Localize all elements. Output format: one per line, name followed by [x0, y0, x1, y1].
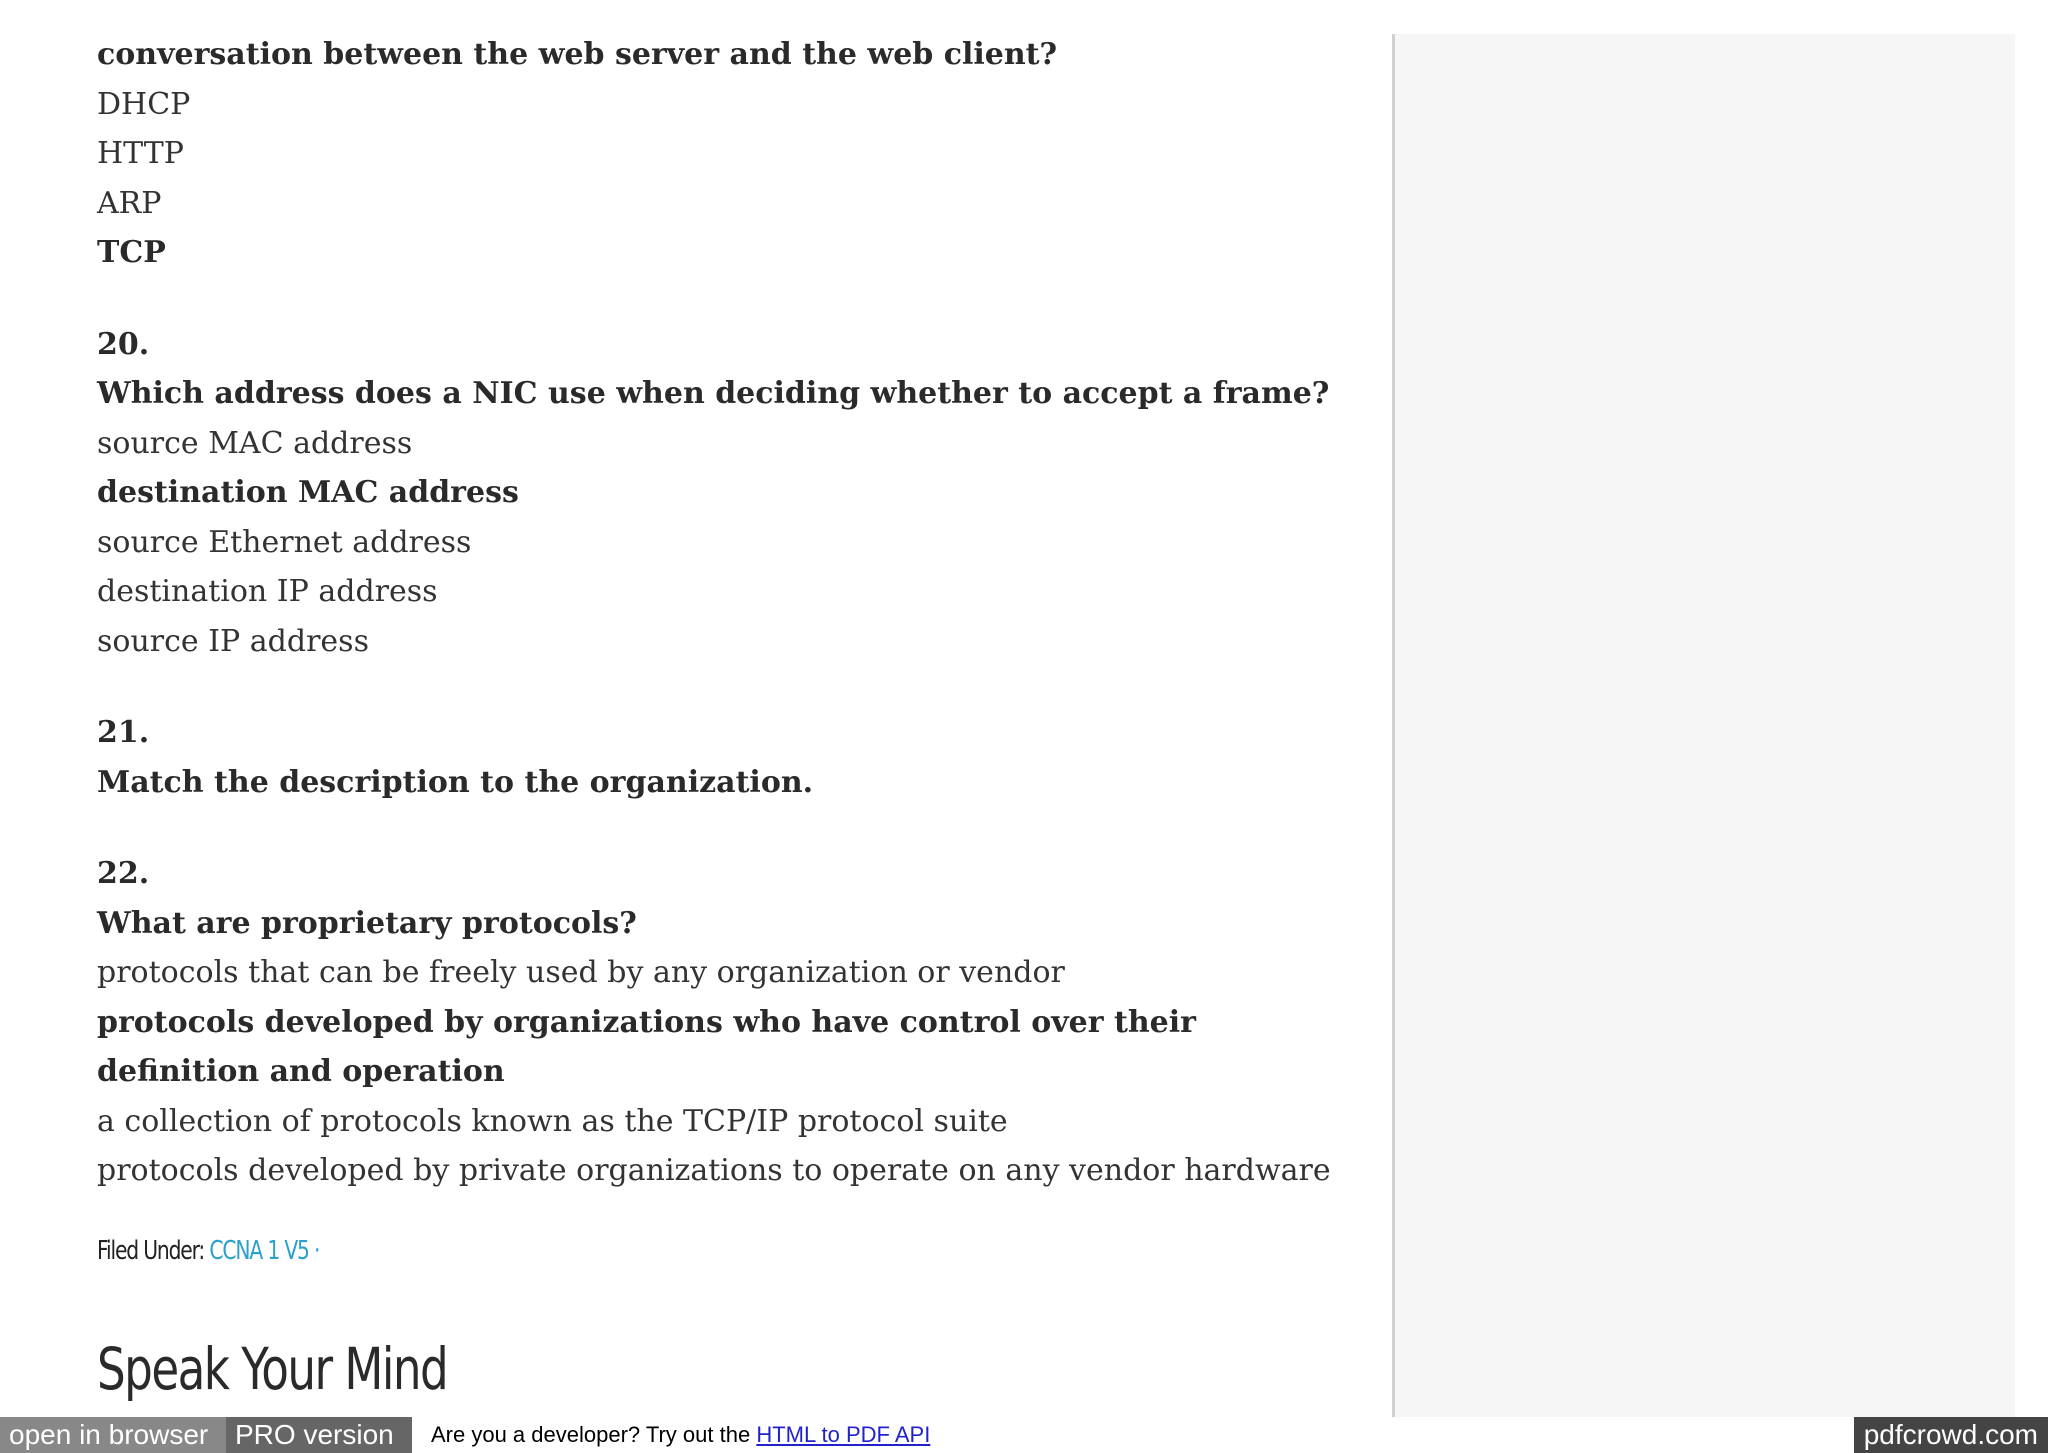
- question-21-text: Match the description to the organization.: [97, 764, 814, 800]
- question-22-text: What are proprietary protocols?: [97, 905, 637, 941]
- filed-under: [97, 1236, 319, 1266]
- question-22-option-1: protocols that can be freely used by any organization or vendor: [97, 955, 1065, 990]
- question-19-option-3: ARP: [97, 185, 162, 221]
- pro-version-button[interactable]: PRO version: [226, 1417, 412, 1453]
- question-19-answer: TCP: [97, 235, 166, 270]
- question-21-number: 21.: [97, 715, 150, 750]
- question-20-text: Which address does a NIC use when deciding whether to accept a frame?: [97, 376, 1330, 411]
- question-22-option-3: a collection of protocols known as the TCP/IP protocol suite: [97, 1103, 1008, 1139]
- pdfcrowd-brand-link[interactable]: pdfcrowd.com: [1854, 1417, 2048, 1453]
- filed-under-label: Filed Under:: [97, 1236, 205, 1266]
- comments-heading: Speak Your Mind: [97, 1335, 448, 1403]
- question-22-number: 22.: [97, 856, 150, 891]
- question-20-answer: destination MAC address: [97, 475, 519, 510]
- developer-promo: [431, 1417, 930, 1453]
- question-20-option-1: source MAC address: [97, 425, 413, 461]
- question-22-answer: protocols developed by organizations who have control over their definition and operation: [97, 1004, 1196, 1089]
- open-in-browser-button[interactable]: open in browser: [0, 1417, 226, 1453]
- filed-under-separator: ·: [314, 1236, 320, 1266]
- question-19-option-2: HTTP: [97, 136, 184, 171]
- pdf-footer-bar: [0, 1417, 2048, 1453]
- question-22-option-4: protocols developed by private organizations to operate on any vendor hardware: [97, 1153, 1331, 1188]
- question-20-option-4: destination IP address: [97, 574, 438, 609]
- question-20-option-3: source Ethernet address: [97, 524, 472, 560]
- question-19-option-1: DHCP: [97, 86, 191, 122]
- article-content: [97, 30, 1331, 1196]
- question-20-option-5: source IP address: [97, 623, 369, 659]
- category-link[interactable]: CCNA 1 V5: [209, 1236, 309, 1266]
- question-19-text: conversation between the web server and the web client?: [97, 37, 1058, 72]
- question-20-number: 20.: [97, 326, 150, 362]
- sidebar: [1392, 34, 2015, 1417]
- html-to-pdf-api-link[interactable]: HTML to PDF API: [756, 1422, 931, 1447]
- developer-promo-text: Are you a developer? Try out the: [431, 1422, 751, 1447]
